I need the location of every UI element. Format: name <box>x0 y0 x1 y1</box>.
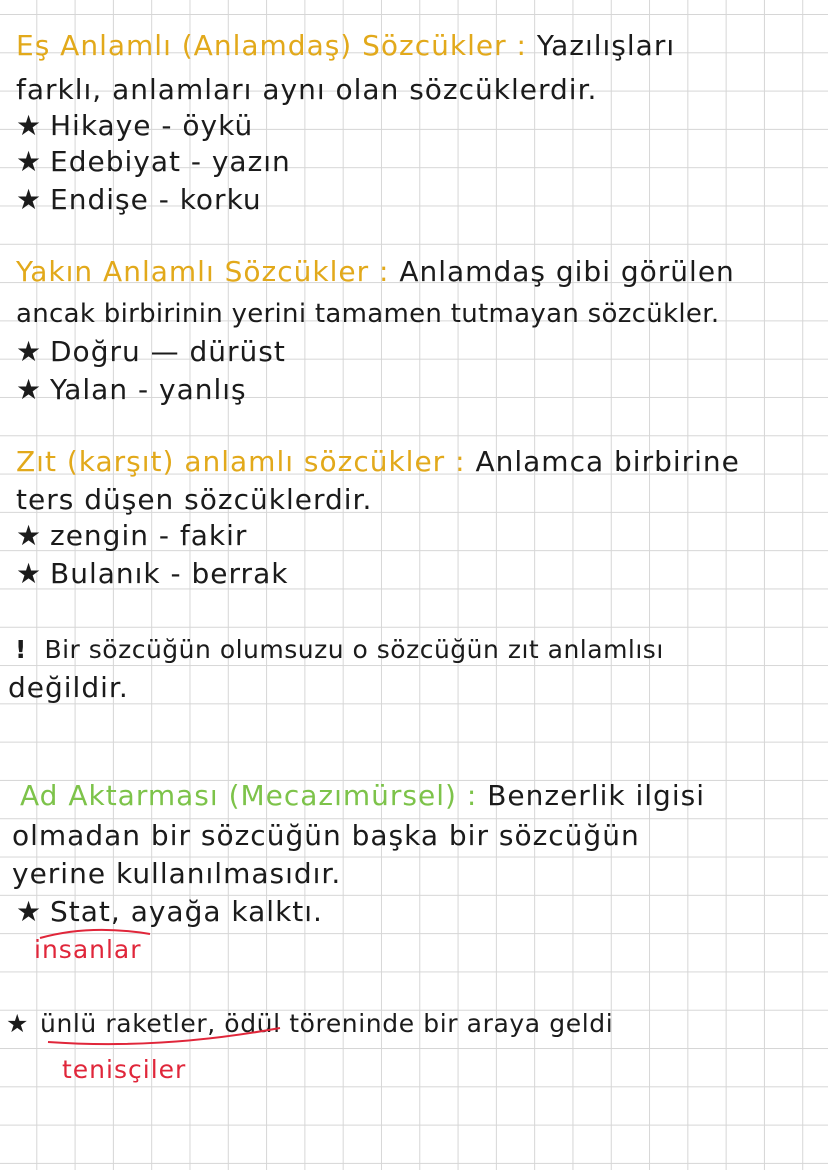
example-item: ★ ünlü raketler, ödül töreninde bir araya geldi <box>6 1006 613 1042</box>
example-item: ★ Edebiyat - yazın <box>16 145 291 178</box>
example-item: ★ Bulanık - berrak <box>16 557 289 590</box>
star-bullet-icon: ★ <box>16 373 43 406</box>
yakin-anlamli-definition-2: ancak birbirinin yerini tamamen tutmayan sözcükler. <box>16 299 720 329</box>
heading-separator: : <box>466 779 478 812</box>
underlined-term: ünlü raketler <box>40 1009 208 1038</box>
star-bullet-icon: ★ <box>16 183 43 216</box>
example-2-meaning: tenisçiler <box>62 1055 187 1084</box>
yakin-anlamli-definition-1: Anlamdaş gibi görülen <box>399 255 735 288</box>
ad-aktarmasi-definition-3: yerine kullanılmasıdır. <box>12 857 342 890</box>
example-item: ★ Yalan - yanlış <box>16 373 247 406</box>
warning-note-line-2: değildir. <box>8 671 129 704</box>
es-anlamli-heading: Eş Anlamlı (Anlamdaş) Sözcükler <box>16 29 507 62</box>
example-item: ★ Doğru — dürüst <box>16 335 286 368</box>
warning-icon: ! <box>15 635 27 664</box>
warning-note-line-1: Bir sözcüğün olumsuzu o sözcüğün zıt anlamlısı <box>44 635 664 664</box>
zit-anlamli-heading: Zıt (karşıt) anlamlı sözcükler <box>16 445 446 478</box>
ad-aktarmasi-heading: Ad Aktarması (Mecazımürsel) <box>20 779 457 812</box>
star-bullet-icon: ★ <box>16 557 43 590</box>
example-item: ★ zengin - fakir <box>16 519 248 552</box>
heading-separator: : <box>516 29 527 62</box>
example-item: ★ Hikaye - öykü <box>16 109 254 142</box>
zit-anlamli-definition-2: ters düşen sözcüklerdir. <box>16 483 373 516</box>
es-anlamli-definition-2: farklı, anlamları aynı olan sözcüklerdir. <box>16 73 598 106</box>
heading-separator: : <box>455 445 466 478</box>
red-underline-stroke <box>48 1028 280 1044</box>
zit-anlamli-definition-1: Anlamca birbirine <box>475 445 740 478</box>
star-bullet-icon: ★ <box>16 895 43 928</box>
star-bullet-icon: ★ <box>16 109 43 142</box>
example-item: ★ Stat, ayağa kalktı. <box>16 895 323 928</box>
ad-aktarmasi-definition-2: olmadan bir sözcüğün başka bir sözcüğün <box>12 819 640 852</box>
star-bullet-icon: ★ <box>6 1009 30 1038</box>
star-bullet-icon: ★ <box>16 145 43 178</box>
ad-aktarmasi-definition-1: Benzerlik ilgisi <box>487 779 705 812</box>
yakin-anlamli-heading: Yakın Anlamlı Sözcükler <box>16 255 370 288</box>
example-item: ★ Endişe - korku <box>16 183 262 216</box>
es-anlamli-definition-1: Yazılışları <box>536 29 676 62</box>
star-bullet-icon: ★ <box>16 519 43 552</box>
star-bullet-icon: ★ <box>16 335 43 368</box>
example-1-meaning: insanlar <box>34 935 142 964</box>
heading-separator: : <box>379 255 390 288</box>
red-underline-stroke <box>40 930 150 938</box>
